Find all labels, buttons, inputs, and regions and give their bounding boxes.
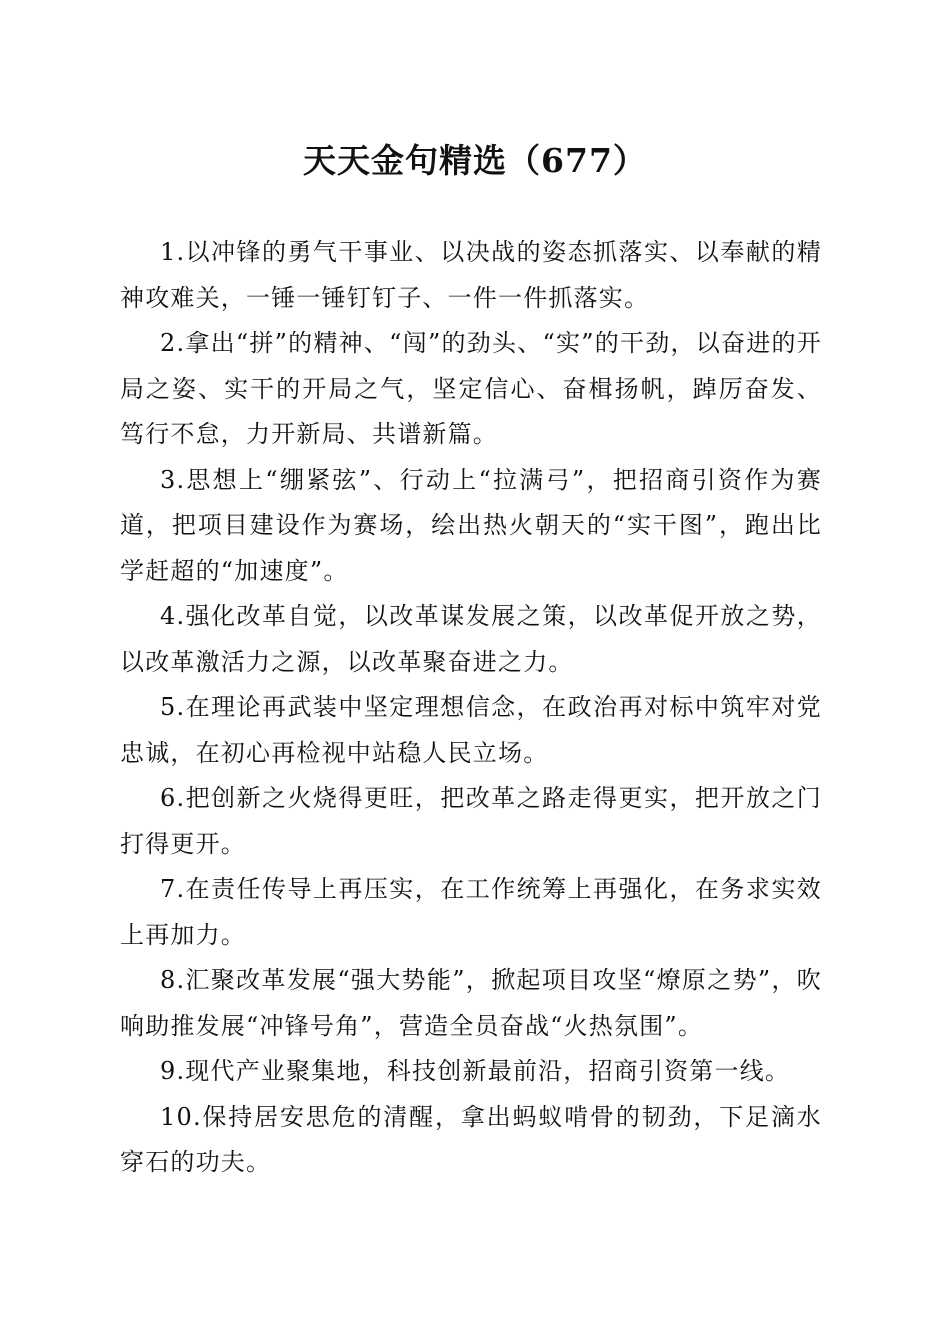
paragraph-9: 9.现代产业聚集地，科技创新最前沿，招商引资第一线。 bbox=[160, 1057, 791, 1085]
document-body bbox=[120, 230, 822, 1186]
paragraph-3: 3.思想上“绷紧弦”、行动上“拉满弓”，把招商引资作为赛道，把项目建设作为赛场，绘出热火朝天的“实干图”，跑出比学赶超的“加速度”。 bbox=[120, 465, 822, 585]
paragraph-1: 1.以冲锋的勇气干事业、以决战的姿态抓落实、以奉献的精神攻难关，一锤一锤钉钉子、一件一件抓落实。 bbox=[120, 238, 822, 312]
paragraph-6: 6.把创新之火烧得更旺，把改革之路走得更实，把开放之门打得更开。 bbox=[120, 784, 822, 858]
page-title: 天天金句精选（677） bbox=[303, 141, 647, 180]
paragraph-8: 8.汇聚改革发展“强大势能”，掀起项目攻坚“燎原之势”，吹响助推发展“冲锋号角”，营造全员奋战“火热氛围”。 bbox=[120, 966, 822, 1040]
paragraph-10: 10.保持居安思危的清醒，拿出蚂蚁啃骨的韧劲，下足滴水穿石的功夫。 bbox=[120, 1102, 822, 1176]
paragraph-7: 7.在责任传导上再压实，在工作统筹上再强化，在务求实效上再加力。 bbox=[120, 875, 822, 949]
paragraph-4: 4.强化改革自觉，以改革谋发展之策，以改革促开放之势，以改革激活力之源，以改革聚奋进之力。 bbox=[120, 602, 822, 676]
paragraph-5: 5.在理论再武装中坚定理想信念，在政治再对标中筑牢对党忠诚，在初心再检视中站稳人民立场。 bbox=[120, 693, 822, 767]
paragraph-2: 2.拿出“拼”的精神、“闯”的劲头、“实”的干劲，以奋进的开局之姿、实干的开局之气，坚定信心、奋楫扬帆，踔厉奋发、笃行不怠，力开新局、共谱新篇。 bbox=[120, 329, 822, 448]
